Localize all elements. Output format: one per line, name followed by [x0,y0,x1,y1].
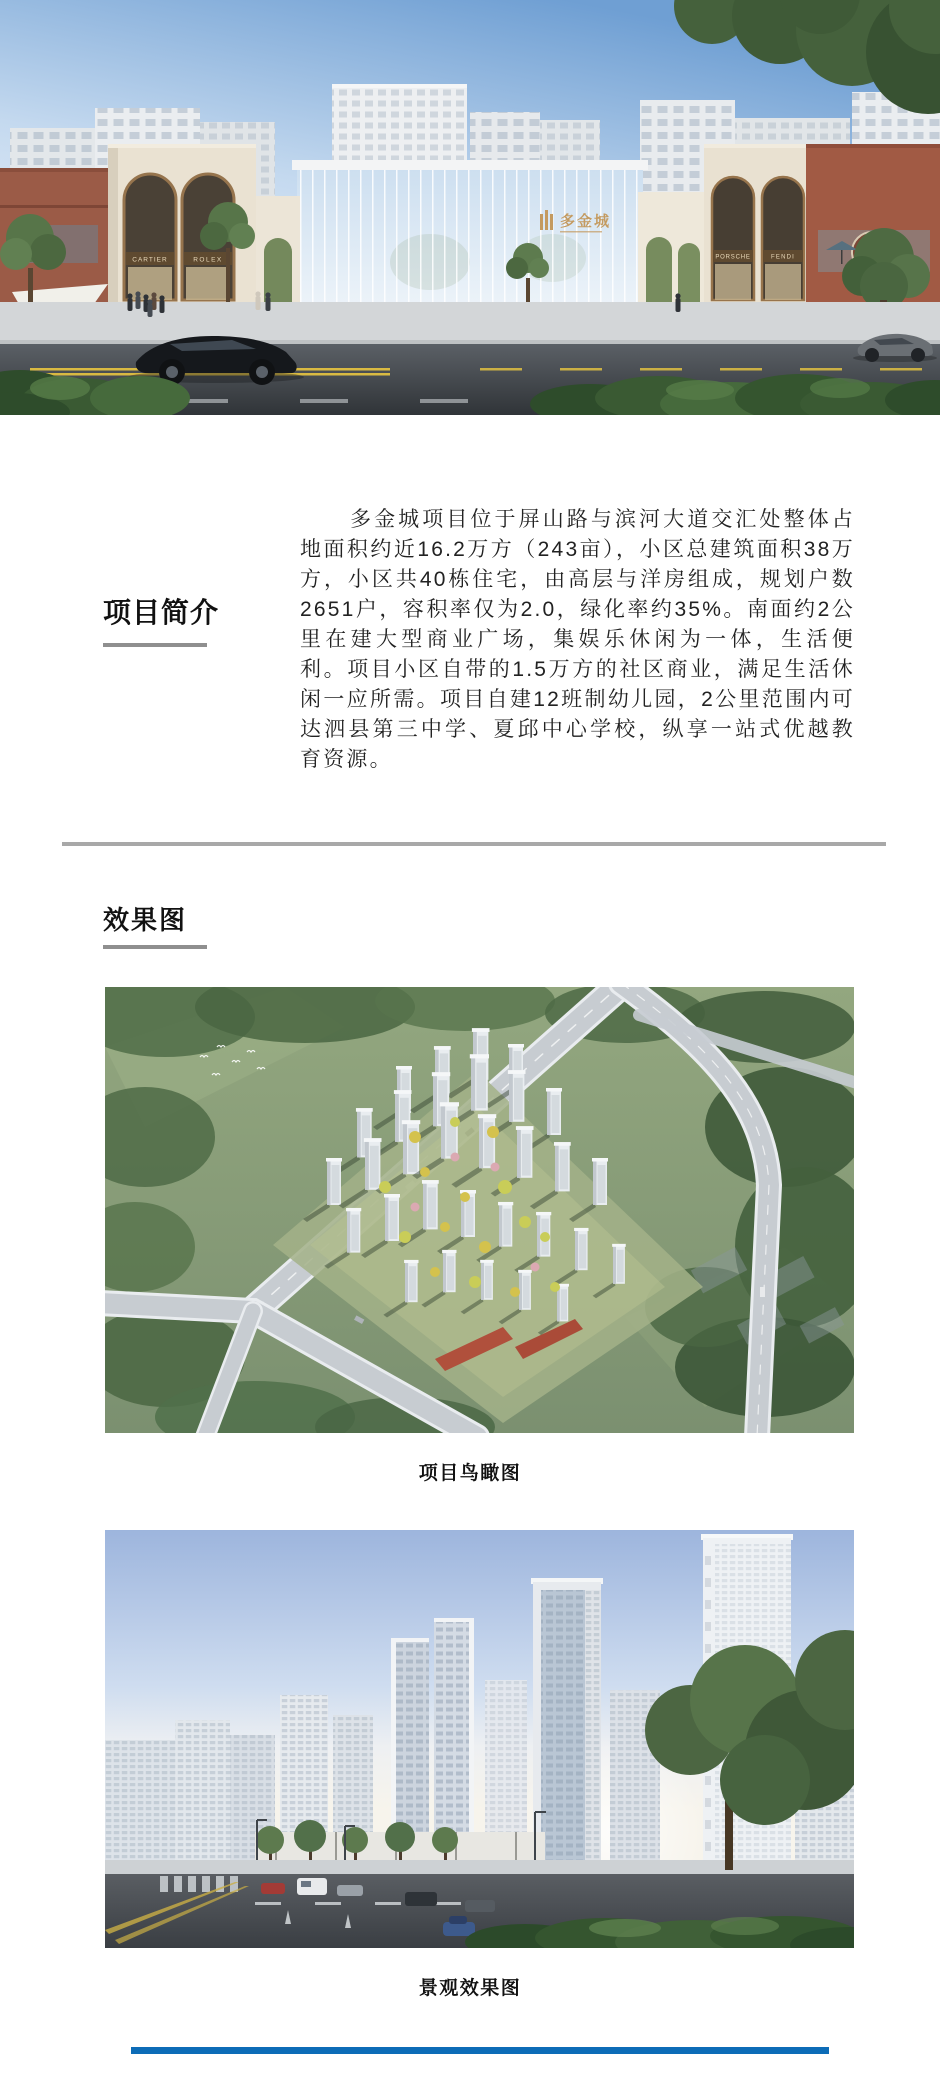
hero-glass-hall [292,160,648,305]
figure-aerial-view [105,987,940,1433]
intro-title-block [103,505,300,775]
hero-colonnade-right [638,192,704,310]
renderings-title: 效果图 [103,905,188,935]
renderings-title-underline [103,945,207,949]
intro-title: 项目简介 [103,597,220,628]
renderings-title-block [103,905,940,949]
hero-colonnade-left [256,196,300,310]
store-sign-rolex: ROLEX [193,256,223,264]
hero-street-rendering [0,0,940,415]
landscape-sidewalk [105,1860,854,1874]
bottom-accent-line [131,2047,829,2054]
store-sign-fendi: FENDI [771,254,795,261]
hero-plaza [0,302,940,344]
store-sign-porsche: PORSCHE [715,254,751,261]
hero-curb [0,340,940,344]
intro-paragraph: 多金城项目位于屏山路与滨河大道交汇处整体占地面积约近16.2万方（243亩），小区总建筑面积38万方，小区共40栋住宅，由高层与洋房组成，规划户数2651户，容积率仅为2.0，绿化率约35%。南面约2公里在建大型商业广场，集娱乐休闲为一体，生活便利。项目小区自带的1.5万方的社区商业，满足生活休闲一应所需。项目自建12班制幼儿园，2公里范围内可达泗县第三中学、夏邱中心学校，纵享一站式优越教育资源。 [300,508,855,771]
hero-right-retail-building [704,144,810,310]
landscape-caption: 景观效果图 [418,1978,522,1999]
aerial-caption: 项目鸟瞰图 [418,1463,522,1484]
landscape-rendering [105,1530,854,1948]
aerial-rendering [105,987,854,1433]
store-sign-cartier: CARTIER [132,256,168,264]
intro-title-underline [103,643,207,647]
figure-landscape-view [105,1530,940,1948]
hero-logo-text: 多金城 [560,213,612,230]
section-divider [62,842,886,846]
intro-section [0,415,940,775]
